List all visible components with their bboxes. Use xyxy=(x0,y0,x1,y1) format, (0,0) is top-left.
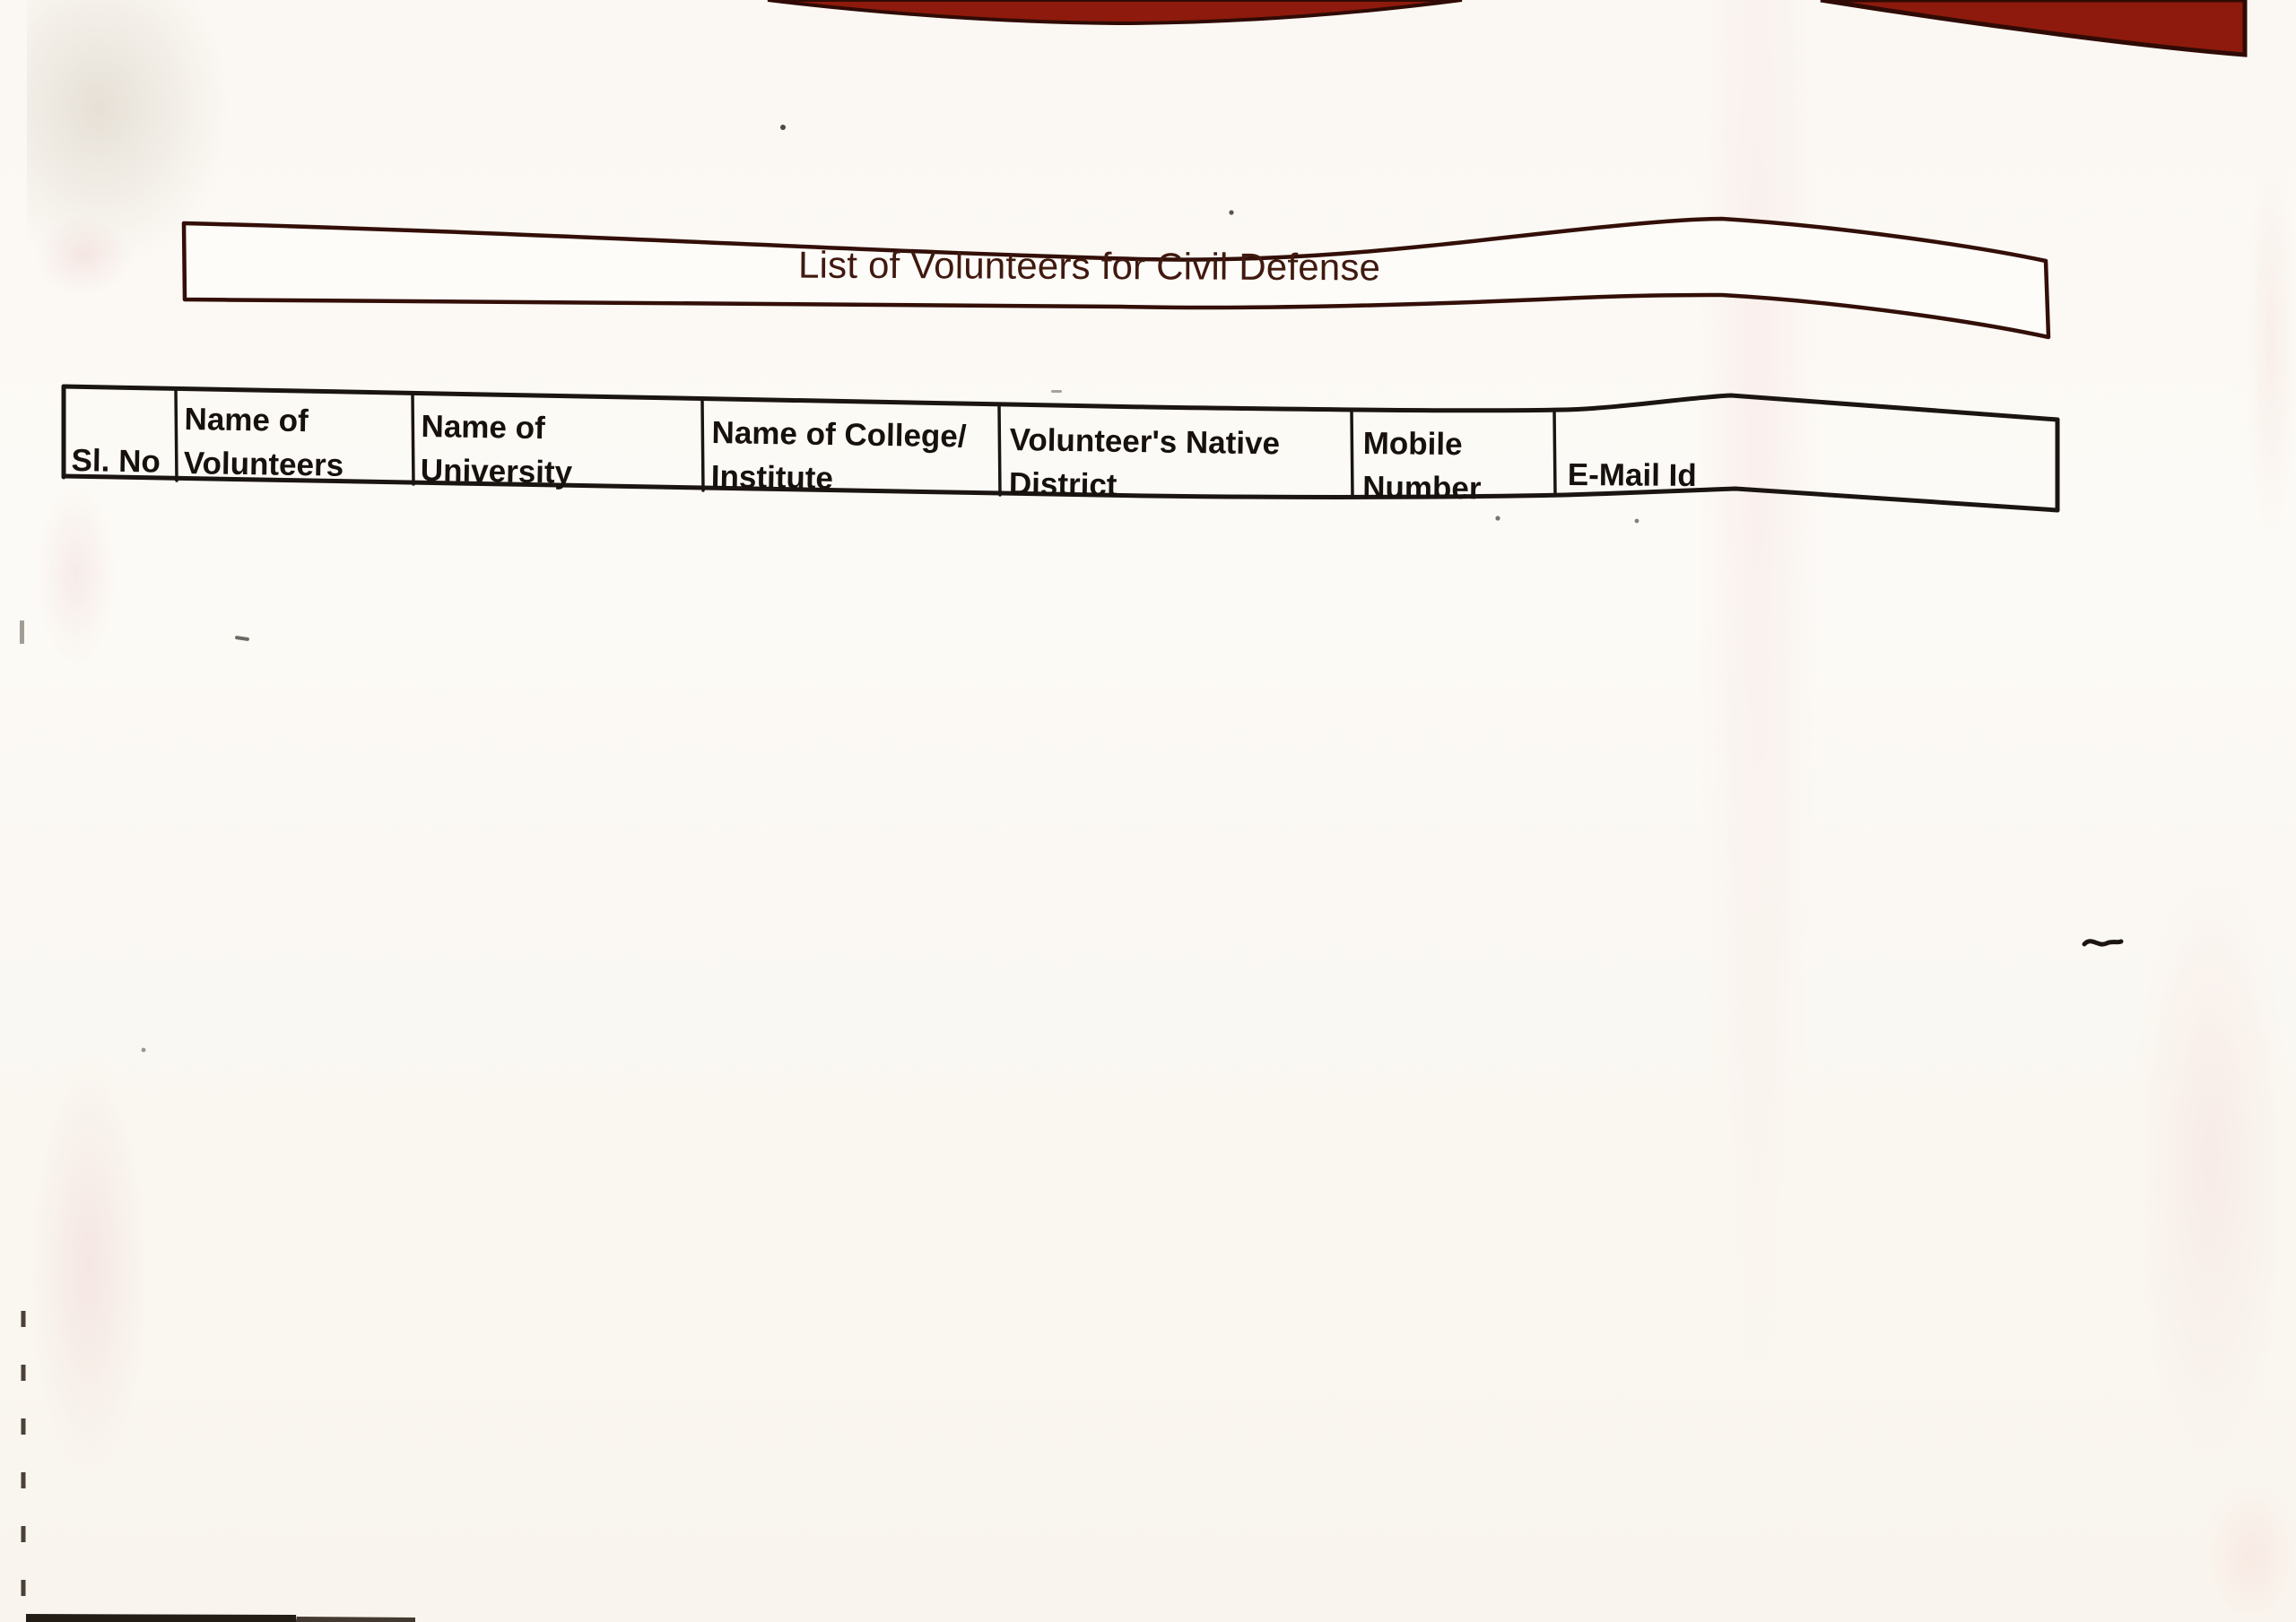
header-cell-text: Mobile xyxy=(1362,425,1463,463)
header-cell-text: Name of xyxy=(421,408,545,447)
header-cell-name-of-university xyxy=(420,404,573,495)
header-cell-text: Number xyxy=(1362,469,1482,507)
header-cell-email-id xyxy=(1568,453,1697,498)
header-cell-text: Volunteer's Native xyxy=(1009,421,1281,462)
header-cell-text: Name of College/ xyxy=(711,414,967,455)
header-cell-sl-no xyxy=(71,438,161,484)
document-title: List of Volunteers for Civil Defense xyxy=(797,243,1381,289)
header-cell-text: University xyxy=(420,452,573,490)
header-cell-text: Volunteers xyxy=(183,445,344,483)
header-cell-volunteers-native-district xyxy=(1009,418,1281,509)
header-cell-name-of-college-institute xyxy=(710,411,966,502)
header-cell-text: E-Mail Id xyxy=(1567,456,1697,494)
header-cell-name-of-volunteers xyxy=(183,397,344,488)
header-cell-text: Name of xyxy=(184,401,309,439)
header-cell-text: District xyxy=(1008,465,1118,503)
header-cell-text: Sl. No xyxy=(71,442,161,480)
header-cell-text: Institute xyxy=(710,458,834,497)
header-cell-mobile-number xyxy=(1362,421,1482,510)
